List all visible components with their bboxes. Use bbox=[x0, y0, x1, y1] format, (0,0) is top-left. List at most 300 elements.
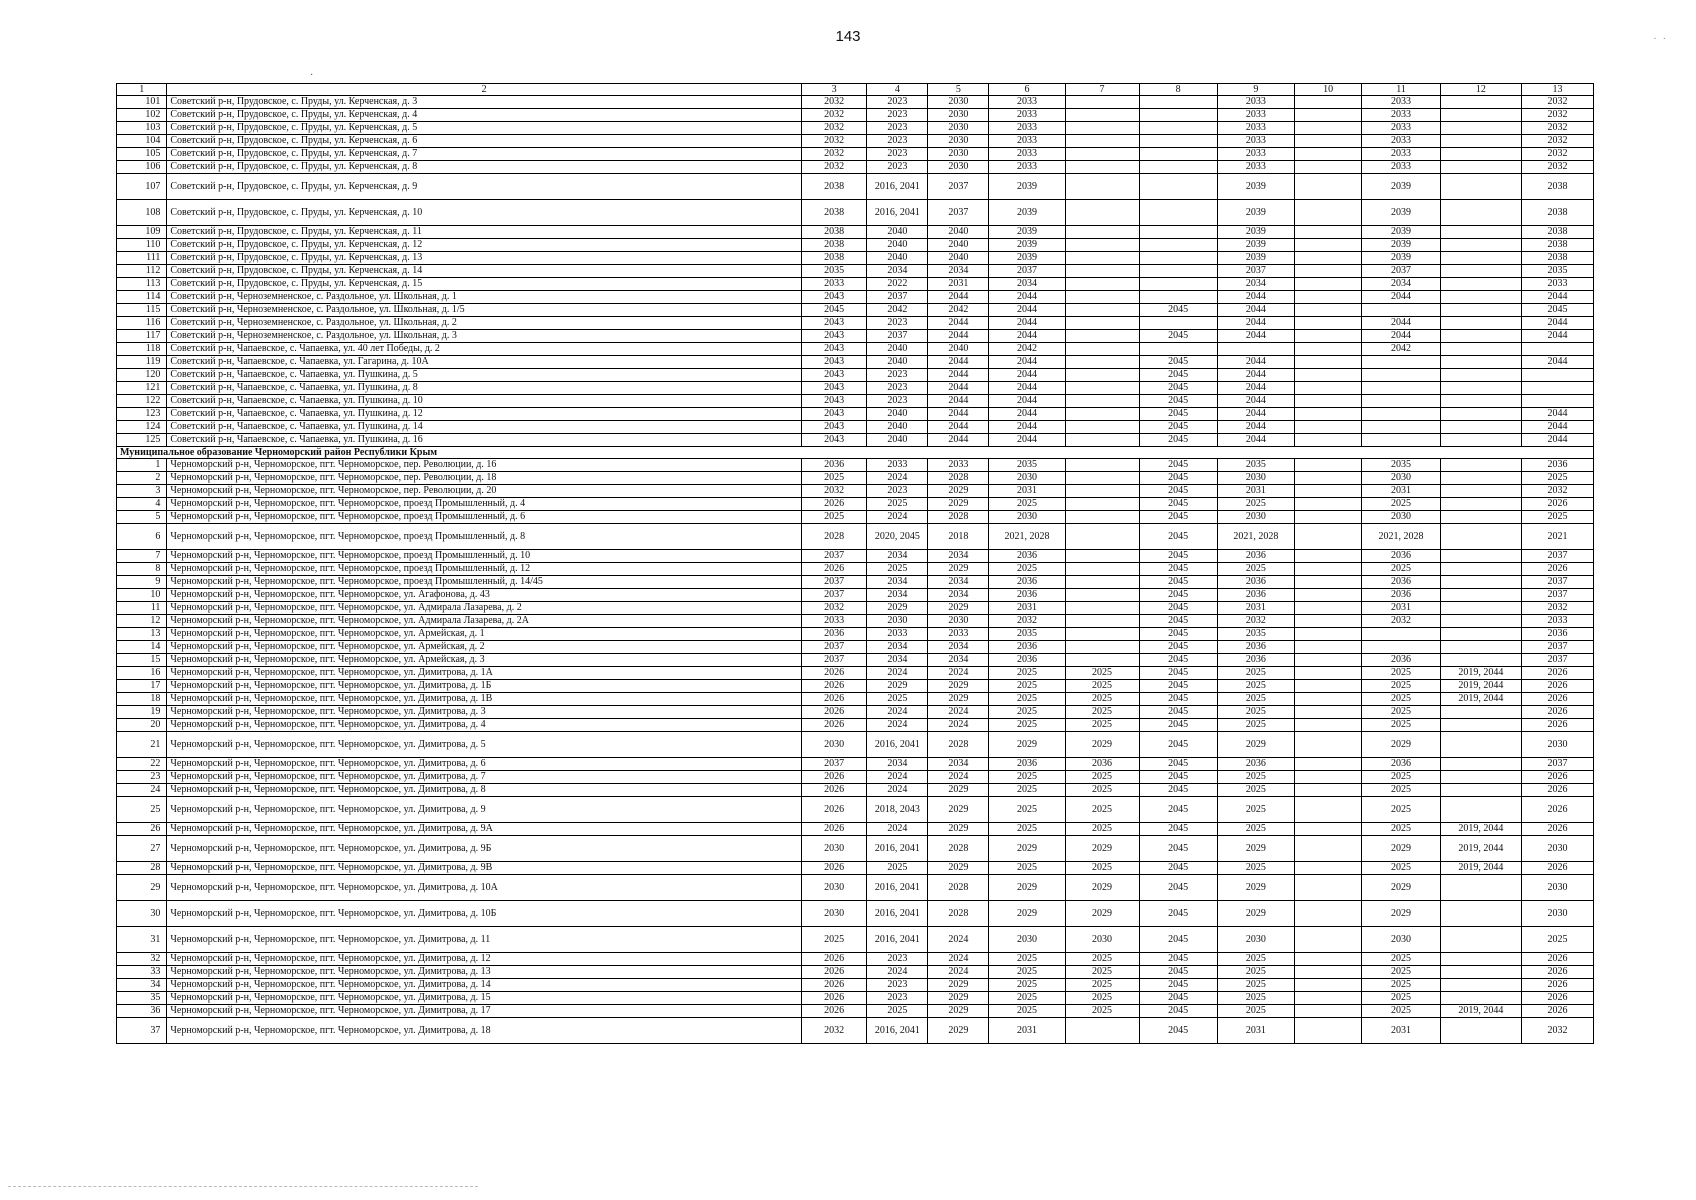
year-cell-col-11: 2033 bbox=[1362, 148, 1440, 161]
table-row bbox=[117, 563, 1594, 576]
table-row bbox=[117, 667, 1594, 680]
year-cell-col-8: 2045 bbox=[1139, 485, 1217, 498]
year-cell-col-3: 2038 bbox=[801, 252, 866, 265]
address-cell: Черноморский р-н, Черноморское, пгт. Черноморское, ул. Димитрова, д. 17 bbox=[167, 1005, 802, 1018]
year-cell-col-9: 2044 bbox=[1217, 291, 1294, 304]
row-number: 102 bbox=[117, 109, 167, 122]
year-cell-col-13: 2035 bbox=[1522, 265, 1594, 278]
year-cell-col-10 bbox=[1294, 862, 1362, 875]
address-cell: Черноморский р-н, Черноморское, пгт. Черноморское, ул. Димитрова, д. 18 bbox=[167, 1018, 802, 1044]
address-cell: Советский р-н, Черноземненское, с. Раздольное, ул. Школьная, д. 3 bbox=[167, 330, 802, 343]
year-cell-col-13: 2026 bbox=[1522, 823, 1594, 836]
table-row bbox=[117, 576, 1594, 589]
year-cell-col-6: 2036 bbox=[989, 758, 1065, 771]
year-cell-col-12 bbox=[1440, 784, 1521, 797]
row-number: 19 bbox=[117, 706, 167, 719]
year-cell-col-12 bbox=[1440, 317, 1521, 330]
year-cell-col-3: 2043 bbox=[801, 382, 866, 395]
table-row bbox=[117, 135, 1594, 148]
address-cell: Черноморский р-н, Черноморское, пгт. Черноморское, ул. Димитрова, д. 14 bbox=[167, 979, 802, 992]
year-cell-col-9: 2039 bbox=[1217, 226, 1294, 239]
year-cell-col-10 bbox=[1294, 226, 1362, 239]
year-cell-col-8: 2045 bbox=[1139, 369, 1217, 382]
year-cell-col-5: 2037 bbox=[928, 200, 989, 226]
year-cell-col-3: 2043 bbox=[801, 317, 866, 330]
table-row bbox=[117, 265, 1594, 278]
year-cell-col-9: 2033 bbox=[1217, 96, 1294, 109]
year-cell-col-8: 2045 bbox=[1139, 784, 1217, 797]
year-cell-col-6: 2044 bbox=[989, 304, 1065, 317]
address-cell: Советский р-н, Черноземненское, с. Раздольное, ул. Школьная, д. 1/5 bbox=[167, 304, 802, 317]
year-cell-col-8: 2045 bbox=[1139, 992, 1217, 1005]
year-cell-col-5: 2040 bbox=[928, 252, 989, 265]
year-cell-col-11: 2029 bbox=[1362, 732, 1440, 758]
year-cell-col-6: 2025 bbox=[989, 667, 1065, 680]
year-cell-col-4: 2023 bbox=[867, 485, 928, 498]
year-cell-col-6: 2044 bbox=[989, 382, 1065, 395]
year-cell-col-7 bbox=[1065, 369, 1139, 382]
year-cell-col-6: 2039 bbox=[989, 252, 1065, 265]
year-cell-col-10 bbox=[1294, 291, 1362, 304]
address-cell: Советский р-н, Прудовское, с. Пруды, ул. Керченская, д. 8 bbox=[167, 161, 802, 174]
year-cell-col-10 bbox=[1294, 304, 1362, 317]
year-cell-col-13: 2026 bbox=[1522, 953, 1594, 966]
year-cell-col-10 bbox=[1294, 239, 1362, 252]
year-cell-col-7: 2025 bbox=[1065, 979, 1139, 992]
year-cell-col-6: 2039 bbox=[989, 174, 1065, 200]
year-cell-col-4: 2034 bbox=[867, 758, 928, 771]
year-cell-col-9: 2044 bbox=[1217, 421, 1294, 434]
table-row bbox=[117, 252, 1594, 265]
year-cell-col-6: 2044 bbox=[989, 408, 1065, 421]
year-cell-col-4: 2024 bbox=[867, 511, 928, 524]
table-row bbox=[117, 732, 1594, 758]
year-cell-col-3: 2030 bbox=[801, 732, 866, 758]
year-cell-col-6: 2025 bbox=[989, 797, 1065, 823]
year-cell-col-8: 2045 bbox=[1139, 836, 1217, 862]
year-cell-col-5: 2030 bbox=[928, 122, 989, 135]
year-cell-col-13: 2044 bbox=[1522, 434, 1594, 447]
year-cell-col-13: 2030 bbox=[1522, 875, 1594, 901]
year-cell-col-10 bbox=[1294, 485, 1362, 498]
year-cell-col-9: 2035 bbox=[1217, 628, 1294, 641]
row-number: 22 bbox=[117, 758, 167, 771]
year-cell-col-10 bbox=[1294, 667, 1362, 680]
year-cell-col-8: 2045 bbox=[1139, 1018, 1217, 1044]
table-row bbox=[117, 875, 1594, 901]
year-cell-col-3: 2026 bbox=[801, 784, 866, 797]
year-cell-col-12 bbox=[1440, 252, 1521, 265]
year-cell-col-7 bbox=[1065, 330, 1139, 343]
scan-artifact: · bbox=[310, 70, 314, 81]
table-row bbox=[117, 434, 1594, 447]
year-cell-col-7: 2025 bbox=[1065, 797, 1139, 823]
year-cell-col-7 bbox=[1065, 641, 1139, 654]
year-cell-col-4: 2034 bbox=[867, 576, 928, 589]
year-cell-col-7 bbox=[1065, 382, 1139, 395]
year-cell-col-4: 2024 bbox=[867, 706, 928, 719]
year-cell-col-9: 2025 bbox=[1217, 667, 1294, 680]
year-cell-col-4: 2016, 2041 bbox=[867, 875, 928, 901]
year-cell-col-9: 2031 bbox=[1217, 602, 1294, 615]
year-cell-col-4: 2024 bbox=[867, 966, 928, 979]
table-row bbox=[117, 278, 1594, 291]
year-cell-col-9: 2025 bbox=[1217, 771, 1294, 784]
year-cell-col-9: 2025 bbox=[1217, 784, 1294, 797]
year-cell-col-9: 2033 bbox=[1217, 161, 1294, 174]
row-number: 20 bbox=[117, 719, 167, 732]
year-cell-col-10 bbox=[1294, 966, 1362, 979]
column-header: 13 bbox=[1522, 84, 1594, 96]
year-cell-col-13: 2026 bbox=[1522, 979, 1594, 992]
year-cell-col-6: 2031 bbox=[989, 485, 1065, 498]
table-row bbox=[117, 421, 1594, 434]
column-header: 8 bbox=[1139, 84, 1217, 96]
year-cell-col-9: 2029 bbox=[1217, 875, 1294, 901]
year-cell-col-5: 2030 bbox=[928, 161, 989, 174]
row-number: 28 bbox=[117, 862, 167, 875]
row-number: 112 bbox=[117, 265, 167, 278]
year-cell-col-13: 2032 bbox=[1522, 485, 1594, 498]
year-cell-col-10 bbox=[1294, 771, 1362, 784]
year-cell-col-6: 2025 bbox=[989, 563, 1065, 576]
year-cell-col-5: 2030 bbox=[928, 96, 989, 109]
year-cell-col-11: 2044 bbox=[1362, 291, 1440, 304]
column-header: 10 bbox=[1294, 84, 1362, 96]
table-row bbox=[117, 161, 1594, 174]
year-cell-col-12 bbox=[1440, 875, 1521, 901]
year-cell-col-6: 2033 bbox=[989, 161, 1065, 174]
table-row bbox=[117, 693, 1594, 706]
address-cell: Черноморский р-н, Черноморское, пгт. Черноморское, ул. Димитрова, д. 8 bbox=[167, 784, 802, 797]
year-cell-col-12: 2019, 2044 bbox=[1440, 836, 1521, 862]
year-cell-col-6: 2036 bbox=[989, 589, 1065, 602]
year-cell-col-6: 2032 bbox=[989, 615, 1065, 628]
year-cell-col-10 bbox=[1294, 732, 1362, 758]
year-cell-col-9: 2033 bbox=[1217, 109, 1294, 122]
year-cell-col-6: 2039 bbox=[989, 239, 1065, 252]
year-cell-col-10 bbox=[1294, 459, 1362, 472]
table-row bbox=[117, 966, 1594, 979]
year-cell-col-4: 2040 bbox=[867, 356, 928, 369]
year-cell-col-6: 2025 bbox=[989, 1005, 1065, 1018]
table-row bbox=[117, 485, 1594, 498]
year-cell-col-11: 2025 bbox=[1362, 1005, 1440, 1018]
row-number: 125 bbox=[117, 434, 167, 447]
year-cell-col-4: 2016, 2041 bbox=[867, 174, 928, 200]
row-number: 122 bbox=[117, 395, 167, 408]
year-cell-col-7 bbox=[1065, 291, 1139, 304]
year-cell-col-9: 2030 bbox=[1217, 927, 1294, 953]
year-cell-col-8 bbox=[1139, 278, 1217, 291]
year-cell-col-3: 2026 bbox=[801, 719, 866, 732]
year-cell-col-12 bbox=[1440, 421, 1521, 434]
year-cell-col-12 bbox=[1440, 1018, 1521, 1044]
year-cell-col-13: 2026 bbox=[1522, 706, 1594, 719]
year-cell-col-3: 2026 bbox=[801, 966, 866, 979]
address-cell: Советский р-н, Прудовское, с. Пруды, ул. Керченская, д. 3 bbox=[167, 96, 802, 109]
year-cell-col-7 bbox=[1065, 395, 1139, 408]
year-cell-col-4: 2034 bbox=[867, 641, 928, 654]
year-cell-col-12 bbox=[1440, 291, 1521, 304]
year-cell-col-11: 2039 bbox=[1362, 200, 1440, 226]
address-cell: Черноморский р-н, Черноморское, пгт. Черноморское, ул. Адмирала Лазарева, д. 2А bbox=[167, 615, 802, 628]
year-cell-col-4: 2025 bbox=[867, 563, 928, 576]
year-cell-col-9: 2025 bbox=[1217, 563, 1294, 576]
year-cell-col-7 bbox=[1065, 239, 1139, 252]
year-cell-col-6: 2044 bbox=[989, 434, 1065, 447]
year-cell-col-10 bbox=[1294, 875, 1362, 901]
year-cell-col-6: 2033 bbox=[989, 122, 1065, 135]
year-cell-col-6: 2025 bbox=[989, 719, 1065, 732]
year-cell-col-3: 2026 bbox=[801, 979, 866, 992]
year-cell-col-8: 2045 bbox=[1139, 511, 1217, 524]
year-cell-col-3: 2036 bbox=[801, 459, 866, 472]
year-cell-col-9: 2025 bbox=[1217, 823, 1294, 836]
year-cell-col-8: 2045 bbox=[1139, 602, 1217, 615]
year-cell-col-12 bbox=[1440, 239, 1521, 252]
year-cell-col-8 bbox=[1139, 343, 1217, 356]
year-cell-col-10 bbox=[1294, 421, 1362, 434]
address-cell: Черноморский р-н, Черноморское, пгт. Черноморское, ул. Агафонова, д. 43 bbox=[167, 589, 802, 602]
row-number: 11 bbox=[117, 602, 167, 615]
address-cell: Черноморский р-н, Черноморское, пгт. Черноморское, ул. Димитрова, д. 10А bbox=[167, 875, 802, 901]
year-cell-col-13: 2025 bbox=[1522, 472, 1594, 485]
year-cell-col-9: 2029 bbox=[1217, 836, 1294, 862]
table-row bbox=[117, 174, 1594, 200]
address-cell: Советский р-н, Прудовское, с. Пруды, ул. Керченская, д. 5 bbox=[167, 122, 802, 135]
year-cell-col-4: 2016, 2041 bbox=[867, 927, 928, 953]
year-cell-col-9: 2033 bbox=[1217, 135, 1294, 148]
year-cell-col-9: 2030 bbox=[1217, 472, 1294, 485]
year-cell-col-3: 2037 bbox=[801, 758, 866, 771]
year-cell-col-5: 2040 bbox=[928, 239, 989, 252]
year-cell-col-11: 2021, 2028 bbox=[1362, 524, 1440, 550]
year-cell-col-3: 2033 bbox=[801, 278, 866, 291]
table-row bbox=[117, 927, 1594, 953]
year-cell-col-6: 2031 bbox=[989, 1018, 1065, 1044]
address-cell: Советский р-н, Чапаевское, с. Чапаевка, ул. Пушкина, д. 10 bbox=[167, 395, 802, 408]
year-cell-col-10 bbox=[1294, 654, 1362, 667]
year-cell-col-10 bbox=[1294, 953, 1362, 966]
row-number: 13 bbox=[117, 628, 167, 641]
table-row bbox=[117, 330, 1594, 343]
year-cell-col-11 bbox=[1362, 395, 1440, 408]
year-cell-col-7 bbox=[1065, 317, 1139, 330]
year-cell-col-12 bbox=[1440, 550, 1521, 563]
year-cell-col-9: 2044 bbox=[1217, 434, 1294, 447]
year-cell-col-11: 2039 bbox=[1362, 226, 1440, 239]
year-cell-col-10 bbox=[1294, 524, 1362, 550]
year-cell-col-11: 2034 bbox=[1362, 278, 1440, 291]
year-cell-col-13: 2036 bbox=[1522, 628, 1594, 641]
year-cell-col-3: 2032 bbox=[801, 148, 866, 161]
year-cell-col-8: 2045 bbox=[1139, 862, 1217, 875]
year-cell-col-13: 2032 bbox=[1522, 96, 1594, 109]
row-number: 124 bbox=[117, 421, 167, 434]
year-cell-col-6: 2029 bbox=[989, 875, 1065, 901]
year-cell-col-8: 2045 bbox=[1139, 434, 1217, 447]
year-cell-col-4: 2024 bbox=[867, 784, 928, 797]
table-row bbox=[117, 706, 1594, 719]
year-cell-col-11: 2036 bbox=[1362, 654, 1440, 667]
row-number: 1 bbox=[117, 459, 167, 472]
row-number: 34 bbox=[117, 979, 167, 992]
year-cell-col-4: 2029 bbox=[867, 602, 928, 615]
year-cell-col-5: 2029 bbox=[928, 498, 989, 511]
table-row bbox=[117, 979, 1594, 992]
year-cell-col-3: 2043 bbox=[801, 291, 866, 304]
year-cell-col-6: 2033 bbox=[989, 135, 1065, 148]
year-cell-col-9: 2036 bbox=[1217, 576, 1294, 589]
year-cell-col-5: 2044 bbox=[928, 369, 989, 382]
year-cell-col-4: 2040 bbox=[867, 408, 928, 421]
year-cell-col-13: 2025 bbox=[1522, 511, 1594, 524]
year-cell-col-5: 2044 bbox=[928, 291, 989, 304]
year-cell-col-5: 2034 bbox=[928, 654, 989, 667]
year-cell-col-13: 2037 bbox=[1522, 576, 1594, 589]
year-cell-col-8: 2045 bbox=[1139, 524, 1217, 550]
year-cell-col-9: 2025 bbox=[1217, 680, 1294, 693]
year-cell-col-8: 2045 bbox=[1139, 719, 1217, 732]
address-cell: Черноморский р-н, Черноморское, пгт. Черноморское, ул. Димитрова, д. 9 bbox=[167, 797, 802, 823]
row-number: 36 bbox=[117, 1005, 167, 1018]
row-number: 32 bbox=[117, 953, 167, 966]
year-cell-col-8: 2045 bbox=[1139, 758, 1217, 771]
year-cell-col-13: 2038 bbox=[1522, 174, 1594, 200]
year-cell-col-8: 2045 bbox=[1139, 979, 1217, 992]
year-cell-col-10 bbox=[1294, 317, 1362, 330]
year-cell-col-9: 2025 bbox=[1217, 966, 1294, 979]
year-cell-col-13: 2030 bbox=[1522, 732, 1594, 758]
year-cell-col-12 bbox=[1440, 369, 1521, 382]
year-cell-col-11: 2025 bbox=[1362, 693, 1440, 706]
year-cell-col-4: 2029 bbox=[867, 680, 928, 693]
year-cell-col-9: 2021, 2028 bbox=[1217, 524, 1294, 550]
year-cell-col-5: 2044 bbox=[928, 408, 989, 421]
year-cell-col-13: 2033 bbox=[1522, 278, 1594, 291]
year-cell-col-10 bbox=[1294, 641, 1362, 654]
year-cell-col-13: 2026 bbox=[1522, 693, 1594, 706]
year-cell-col-10 bbox=[1294, 330, 1362, 343]
year-cell-col-4: 2023 bbox=[867, 382, 928, 395]
year-cell-col-5: 2024 bbox=[928, 953, 989, 966]
year-cell-col-13: 2032 bbox=[1522, 109, 1594, 122]
year-cell-col-3: 2043 bbox=[801, 330, 866, 343]
year-cell-col-12 bbox=[1440, 654, 1521, 667]
row-number: 119 bbox=[117, 356, 167, 369]
year-cell-col-11 bbox=[1362, 628, 1440, 641]
year-cell-col-7 bbox=[1065, 459, 1139, 472]
year-cell-col-9: 2025 bbox=[1217, 1005, 1294, 1018]
table-row bbox=[117, 602, 1594, 615]
year-cell-col-8: 2045 bbox=[1139, 654, 1217, 667]
row-number: 8 bbox=[117, 563, 167, 576]
year-cell-col-9: 2025 bbox=[1217, 953, 1294, 966]
year-cell-col-11: 2033 bbox=[1362, 109, 1440, 122]
address-cell: Черноморский р-н, Черноморское, пгт. Черноморское, ул. Димитрова, д. 5 bbox=[167, 732, 802, 758]
year-cell-col-3: 2036 bbox=[801, 628, 866, 641]
row-number: 17 bbox=[117, 680, 167, 693]
year-cell-col-7 bbox=[1065, 135, 1139, 148]
year-cell-col-9: 2044 bbox=[1217, 356, 1294, 369]
year-cell-col-3: 2032 bbox=[801, 135, 866, 148]
table-body bbox=[117, 96, 1594, 1044]
year-cell-col-4: 2016, 2041 bbox=[867, 1018, 928, 1044]
year-cell-col-5: 2029 bbox=[928, 1005, 989, 1018]
year-cell-col-13: 2026 bbox=[1522, 667, 1594, 680]
year-cell-col-8: 2045 bbox=[1139, 732, 1217, 758]
year-cell-col-9: 2044 bbox=[1217, 369, 1294, 382]
year-cell-col-12 bbox=[1440, 576, 1521, 589]
year-cell-col-9: 2039 bbox=[1217, 200, 1294, 226]
year-cell-col-11 bbox=[1362, 304, 1440, 317]
year-cell-col-10 bbox=[1294, 148, 1362, 161]
year-cell-col-4: 2040 bbox=[867, 239, 928, 252]
row-number: 108 bbox=[117, 200, 167, 226]
table-row bbox=[117, 953, 1594, 966]
year-cell-col-6: 2039 bbox=[989, 200, 1065, 226]
year-cell-col-8: 2045 bbox=[1139, 706, 1217, 719]
row-number: 105 bbox=[117, 148, 167, 161]
year-cell-col-3: 2038 bbox=[801, 200, 866, 226]
row-number: 101 bbox=[117, 96, 167, 109]
year-cell-col-13: 2037 bbox=[1522, 641, 1594, 654]
year-cell-col-3: 2032 bbox=[801, 109, 866, 122]
year-cell-col-6: 2025 bbox=[989, 979, 1065, 992]
year-cell-col-4: 2023 bbox=[867, 122, 928, 135]
row-number: 14 bbox=[117, 641, 167, 654]
address-cell: Советский р-н, Чапаевское, с. Чапаевка, ул. Пушкина, д. 14 bbox=[167, 421, 802, 434]
row-number: 6 bbox=[117, 524, 167, 550]
year-cell-col-9: 2036 bbox=[1217, 550, 1294, 563]
year-cell-col-6: 2033 bbox=[989, 96, 1065, 109]
year-cell-col-10 bbox=[1294, 369, 1362, 382]
row-number: 18 bbox=[117, 693, 167, 706]
year-cell-col-13: 2026 bbox=[1522, 966, 1594, 979]
year-cell-col-7 bbox=[1065, 343, 1139, 356]
row-number: 114 bbox=[117, 291, 167, 304]
year-cell-col-6: 2025 bbox=[989, 771, 1065, 784]
address-cell: Черноморский р-н, Черноморское, пгт. Черноморское, ул. Димитрова, д. 10Б bbox=[167, 901, 802, 927]
year-cell-col-8: 2045 bbox=[1139, 498, 1217, 511]
year-cell-col-3: 2038 bbox=[801, 239, 866, 252]
year-cell-col-11: 2025 bbox=[1362, 680, 1440, 693]
year-cell-col-11: 2025 bbox=[1362, 797, 1440, 823]
row-number: 123 bbox=[117, 408, 167, 421]
year-cell-col-13: 2032 bbox=[1522, 135, 1594, 148]
year-cell-col-7 bbox=[1065, 109, 1139, 122]
year-cell-col-8: 2045 bbox=[1139, 615, 1217, 628]
year-cell-col-12 bbox=[1440, 771, 1521, 784]
year-cell-col-4: 2020, 2045 bbox=[867, 524, 928, 550]
year-cell-col-6: 2042 bbox=[989, 343, 1065, 356]
year-cell-col-13: 2033 bbox=[1522, 615, 1594, 628]
column-header: 5 bbox=[928, 84, 989, 96]
year-cell-col-13: 2026 bbox=[1522, 771, 1594, 784]
year-cell-col-10 bbox=[1294, 693, 1362, 706]
year-cell-col-13: 2032 bbox=[1522, 161, 1594, 174]
year-cell-col-12 bbox=[1440, 563, 1521, 576]
year-cell-col-10 bbox=[1294, 680, 1362, 693]
year-cell-col-12 bbox=[1440, 459, 1521, 472]
year-cell-col-12 bbox=[1440, 304, 1521, 317]
year-cell-col-12 bbox=[1440, 485, 1521, 498]
year-cell-col-4: 2023 bbox=[867, 109, 928, 122]
year-cell-col-11 bbox=[1362, 356, 1440, 369]
year-cell-col-3: 2032 bbox=[801, 602, 866, 615]
year-cell-col-8 bbox=[1139, 109, 1217, 122]
